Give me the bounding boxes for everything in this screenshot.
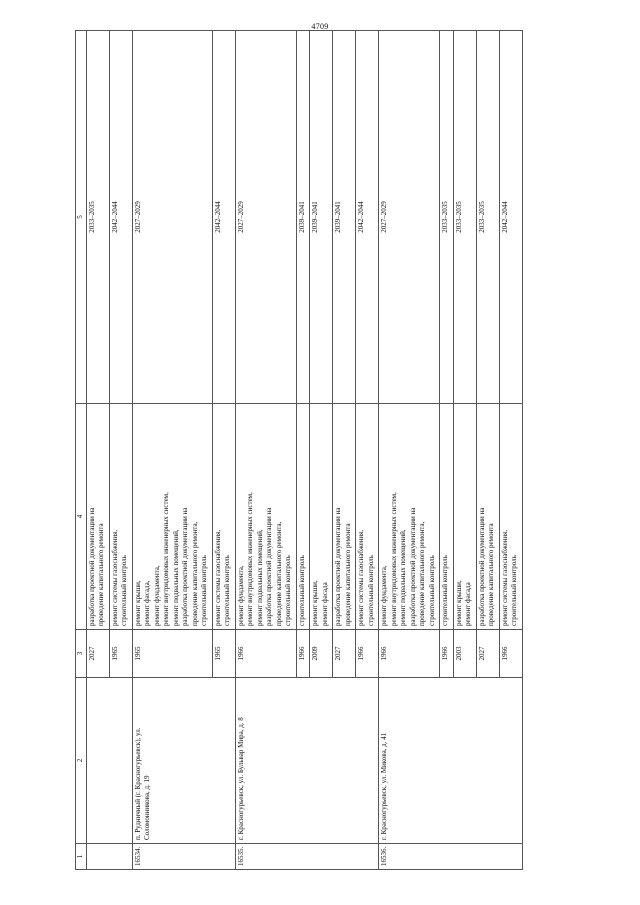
period-cell: 2039–2041 (310, 31, 333, 404)
works-cell (476, 404, 499, 630)
work-item: ремонт внутридомовых инженерных систем, (246, 492, 254, 626)
year-cell: 1965 (212, 630, 235, 678)
year-cell: 2027 (86, 630, 109, 678)
works-cell (310, 404, 333, 630)
work-item: строительный контроль (284, 555, 292, 626)
rotated-table-container (75, 30, 615, 870)
work-item: строительный контроль (120, 555, 128, 626)
year-cell: 2009 (310, 630, 333, 678)
period-cell: 2033–2035 (440, 31, 454, 404)
works-cell (379, 404, 440, 630)
header-row (76, 31, 87, 870)
period-cell: 2027–2029 (379, 31, 440, 404)
period-cell: 2033–2035 (86, 31, 109, 404)
column-header: 5 (76, 31, 87, 404)
year-cell: 2027 (476, 630, 499, 678)
table-row (132, 31, 212, 870)
works-cell (235, 404, 296, 630)
work-item: разработка проектной документации на (477, 507, 486, 626)
work-item: ремонт фасада (464, 582, 472, 626)
column-header: 4 (76, 404, 87, 630)
works-cell (356, 404, 379, 630)
work-item: ремонт системы газоснабжения, (357, 529, 365, 626)
work-item: проведение капитального ремонта, (190, 521, 199, 626)
work-item: проведение капитального ремонта (97, 523, 105, 626)
work-item: ремонт подвальных помещений, (171, 529, 180, 626)
work-item: строительный контроль (223, 555, 231, 626)
address-cell: г. Красногурьевск, ул. Бульвар Мира, д. 8 (235, 678, 379, 844)
column-header: 3 (76, 630, 87, 678)
works-cell (212, 404, 235, 630)
work-item: ремонт системы газоснабжения, (110, 529, 119, 626)
table-row (235, 31, 296, 870)
period-cell: 2039–2041 (333, 31, 356, 404)
work-item: строительный контроль (366, 555, 375, 626)
work-item: строительный контроль (427, 555, 436, 626)
works-cell (109, 404, 132, 630)
row-number: 16535. (235, 844, 379, 870)
period-cell: 2042–2044 (109, 31, 132, 404)
work-item: ремонт крыши, (133, 580, 142, 626)
table-row (379, 31, 440, 870)
work-item: ремонт крыши, (454, 580, 463, 626)
year-cell: 1966 (296, 630, 310, 678)
work-item: ремонт фундамента, (152, 565, 161, 626)
work-item: разработка проектной документации на (408, 507, 417, 626)
work-item: проведение капитального ремонта (487, 523, 495, 626)
work-item: ремонт внутридомовых инженерных систем, (162, 492, 170, 626)
work-item: строительный контроль (510, 555, 518, 626)
works-cell (499, 404, 522, 630)
work-item: проведение капитального ремонта, (274, 521, 283, 626)
work-item: ремонт системы газоснабжения, (213, 529, 222, 626)
row-number: 16534. (132, 844, 235, 870)
period-cell: 2042–2044 (499, 31, 522, 404)
works-cell (453, 404, 476, 630)
year-cell: 1966 (235, 630, 296, 678)
row-number: 16536. (379, 844, 523, 870)
work-item: строительный контроль (441, 555, 449, 626)
work-item: проведение капитального ремонта (343, 523, 352, 626)
work-item: ремонт крыши, (311, 580, 319, 626)
year-cell: 1966 (379, 630, 440, 678)
work-item: ремонт подвальных помещений, (399, 529, 407, 626)
work-item: ремонт подвальных помещений, (255, 529, 264, 626)
works-cell (296, 404, 310, 630)
work-item: ремонт фасада, (143, 580, 151, 626)
works-cell (86, 404, 109, 630)
work-item: строительный контроль (200, 555, 208, 626)
table-row (86, 31, 109, 870)
period-cell: 2042–2044 (356, 31, 379, 404)
address-cell (86, 678, 132, 844)
work-item: разработка проектной документации на (265, 507, 273, 626)
year-cell: 1965 (109, 630, 132, 678)
work-item: ремонт фасада (320, 582, 329, 626)
column-header: 2 (76, 678, 87, 844)
period-cell: 2027–2029 (235, 31, 296, 404)
year-cell: 2027 (333, 630, 356, 678)
column-header: 1 (76, 844, 87, 870)
period-cell: 2033–2035 (476, 31, 499, 404)
work-item: ремонт системы газоснабжения, (500, 529, 509, 626)
year-cell: 1966 (356, 630, 379, 678)
year-cell: 1966 (499, 630, 522, 678)
work-item: разработка проектной документации на (87, 507, 96, 626)
work-item: ремонт фундамента, (380, 565, 388, 626)
period-cell: 2042–2044 (212, 31, 235, 404)
period-cell: 2027–2029 (132, 31, 212, 404)
work-item: строительный контроль (297, 555, 306, 626)
year-cell: 2003 (453, 630, 476, 678)
year-cell: 1965 (132, 630, 212, 678)
row-number (86, 844, 132, 870)
works-cell (333, 404, 356, 630)
repair-schedule-table (75, 30, 615, 870)
work-item: ремонт внутридомовых инженерных систем, (389, 492, 398, 626)
period-cell: 2033–2035 (453, 31, 476, 404)
works-cell (440, 404, 454, 630)
address-cell: г. Красногурьевск, ул. Микова, д. 41 (379, 678, 523, 844)
work-item: разработка проектной документации на (334, 507, 342, 626)
year-cell: 1966 (440, 630, 454, 678)
address-cell: п. Рудничный (г. Красногурьевск), ул. Соломонникова, д. 19 (132, 678, 235, 844)
filler-row (522, 31, 615, 870)
page-number: 4709 (311, 22, 329, 31)
work-item: проведение капитального ремонта, (418, 521, 426, 626)
work-item: разработка проектной документации на (181, 507, 189, 626)
work-item: ремонт фундамента, (236, 565, 245, 626)
period-cell: 2039–2041 (296, 31, 310, 404)
works-cell (132, 404, 212, 630)
